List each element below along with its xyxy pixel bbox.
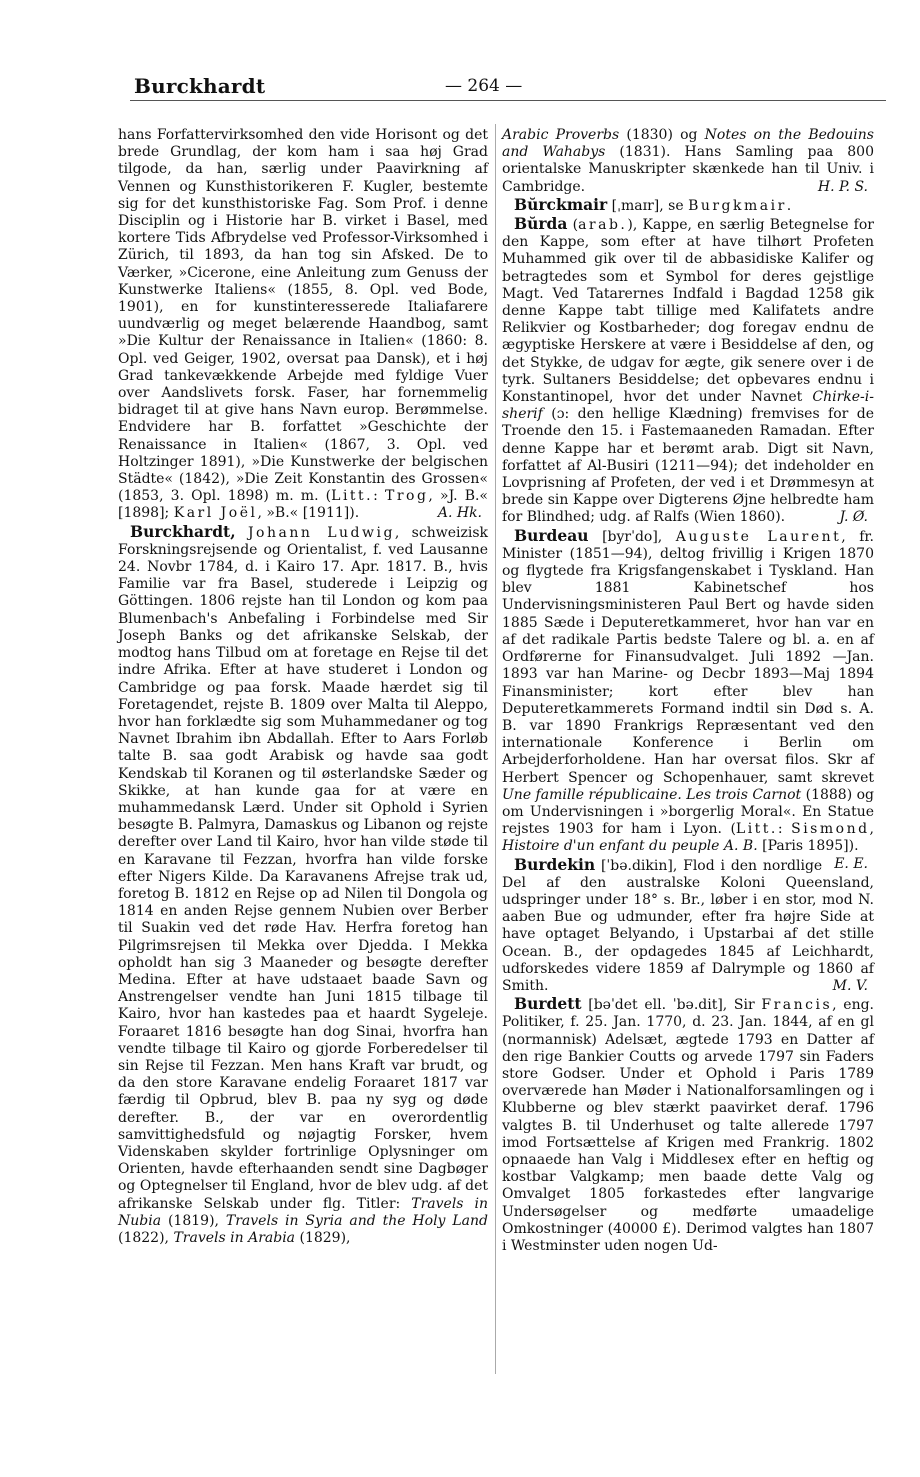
headword: Bŭrckmair [514, 194, 608, 214]
headword: Burdekin [514, 854, 596, 874]
entry-burdett: Burdett [bəˈdet ell. ˈbə.dit], Sir Francis, eng. Politiker, f. 25. Jan. 1770, d. 23. Jan. 1844, af en gl (normannisk) Adelsæt, ægtede 1793 en Datter af den rige Bankier Coutts og arvede 1797 sin Faders store Godser. Under et Ophold i Paris 1789 overværede han Møder i Nationalforsamlingen og i Klubberne og blev stærkt paavirket deraf. 1796 valgtes B. til Underhuset og talte allerede 1797 imod Fortsættelse af Krigen med Frankrig. 1802 opnaaede han Valg i Middlesex efter en heftig og kostbar Valgkamp; men baade dette Valg og Omvalget 1805 forkastedes efter langvarige Undersøgelser og medførte umaadelige Omkostninger (40000 £). Derimod valgtes han 1807 i Westminster uden nogen Ud- [502, 994, 874, 1254]
entry-burckhardt-johann-ludwig: Burckhardt, Johann Ludwig, schweizisk Forskningsrejsende og Orientalist, f. ved Lausanne 24. Novbr 1784, d. i Kairo 17. Apr. 1817. B., hvis Familie var fra Basel, studerede i Leipzig og Göttingen. 1806 rejste han til London og kom paa Blumenbach's Anbefaling i Forbindelse med Sir Joseph Banks og det afrikanske Selskab, der modtog hans Tilbud om at foretage en Rejse til det indre Afrika. Efter at have studeret i London og Cambridge og paa forsk. Maade hærdet sig til Foretagendet, rejste B. 1809 over Malta til Aleppo, hvor han forklædte sig som Muhammedaner og tog Navnet Ibrahim ibn Abdallah. Efter to Aars Forløb talte B. saa godt Arabisk og havde saa godt Kendskab til Koranen og til østerlandske Sæder og Skikke, at han kunde gaa for at være en muhammedansk Lærd. Under sit Ophold i Syrien besøgte B. Palmyra, Damaskus og Libanon og rejste derefter over Land til Kairo, hvor han vilde støde til en Karavane til Fezzan, hvorfra han vilde forske efter Nigers Kilde. Da Karavanens Afrejse trak ud, foretog B. 1812 en Rejse op ad Nilen til Dongola og 1814 en anden Rejse gennem Nubien over Berber til Suakin ved det røde Hav. Herfra foretog han Pilgrimsrejsen til Mekka over Djedda. I Mekka opholdt han sig 3 Maaneder og besøgte derefter Medina. Efter at have udstaaet baade Savn og Anstrengelser vendte han Juni 1815 tilbage til Kairo, hvor han kastedes paa et haardt Sygeleje. Foraaret 1816 besøgte han dog Sinai, hvorfra han vendte tilbage til Kairo og gjorde Forberedelser til sin Rejse til Fezzan. Men hans Kraft var brudt, og da den store Karavane endelig Foraaret 1817 var færdig til Opbrud, blev B. paa ny syg og døde derefter. B., der var en overordentlig samvittighedsfuld og nøjagtig Forsker, hvem Videnskaben skylder fortrinlige Oplysninger om Orienten, havde efterhaanden sendt sine Dagbøger og Optegnelser til England, hvor de blev udg. af det afrikanske Selskab under flg. Titler: Travels in Nubia (1819), Travels in Syria and the Holy Land (1822), Travels in Arabia (1829), [118, 521, 488, 1246]
entry-burckhardt-johann-ludwig-continued: Arabic Proverbs (1830) og Notes on the Bedouins and Wahabys (1831). Hans Samling paa 800 orientalske Manuskripter skænkede han til Univ. i Cambridge. H. P. S. [502, 127, 874, 195]
signature: M. V. [832, 977, 868, 994]
headword: Burdeau [514, 525, 589, 545]
page-number: — 264 — [445, 76, 523, 96]
entry-burckmair: Bŭrckmair [ˌmaɪr], se Burgkmair. [514, 194, 792, 214]
running-head: Burckhardt [134, 74, 266, 98]
signature: J. Ø. [839, 509, 868, 526]
signature: E. E. [834, 855, 868, 872]
entry-burdekin: Burdekin [ˈbə.dikin], Flod i den nordlige Del af den australske Koloni Queensland, udspringer under 18° s. Br., løber i en stor, mod N. aaben Bue og udmunder, efter fra højre Side at have optaget Belyando, i Upstarbai af det stille Ocean. B., der opdagedes 1845 af Leichhardt, udforskedes videre 1859 af Dalrymple og 1860 af Smith. M. V. [502, 854, 874, 994]
header-rule [130, 100, 886, 101]
left-column [118, 127, 488, 1247]
right-column [502, 127, 874, 1255]
entry-burdeau: Burdeau [byrˈdo], Auguste Laurent, fr. Minister (1851—94), deltog frivillig i Krigen 1870 og flygtede fra Krigsfangenskabet i Tyskland. Han blev 1881 Kabinetschef hos Undervisningsministeren Paul Bert og havde siden 1885 Sæde i Deputeretkammeret, hvor han var en af det radikale Partis bedste Talere og bl. a. en af Ordførerne for Finansudvalget. Juli 1892 —Jan. 1893 var han Marine- og Decbr 1893—Maj 1894 Finansminister; kort efter blev han Deputeretkammerets Formand indtil sin Død s. A. B. var 1890 Frankrigs Repræsentant ved den internationale Konference i Berlin om Arbejderforholdene. Han har oversat filos. Skr af Herbert Spencer og Schopenhauer, samt skrevet Une famille républicaine. Les trois Carnot (1888) og om Undervisningen i »borgerlig Moral«. En Statue rejstes 1903 for ham i Lyon. (Litt.: Sismond, Histoire d'un enfant du peuple A. B. [Paris 1895]). E. E. [502, 525, 875, 872]
signature: H. P. S. [817, 178, 868, 195]
headword: Burckhardt, [130, 521, 236, 541]
headword: Bŭrda [514, 214, 568, 234]
signature: A. Hk. [437, 505, 482, 522]
headword: Burdett [514, 994, 582, 1014]
entry-burckhardt-jacob-continued: hans Forfattervirksomhed den vide Horisont og det brede Grundlag, der kom ham i saa høj Grad tilgode, da han, særlig under Paavirkning af Vennen og Kunsthistorikeren F. Kugler, bestemte sig for det kunsthistoriske Fag. Som Prof. i denne Disciplin og i Historie har B. virket i Basel, med kortere Tids Afbrydelse ved Professor-Virksomhed i Zürich, til 1893, da han tog sin Afsked. De to Værker, »Cicerone, eine Anleitung zum Genuss der Kunstwerke Italiens« (1855, 8. Opl. ved Bode, 1901), en for kunstinteresserede Italiafarere uundværlig og meget belærende Haandbog, samt »Die Kultur der Renaissance in Italien« (1860: 8. Opl. ved Geiger, 1902, oversat paa Dansk), et i høj Grad tankevækkende Arbejde med fyldige Vuer over Aandslivets forsk. Faser, har fornemmelig bidraget til at give hans Navn europ. Berømmelse. Endvidere har B. forfattet »Geschichte der Renaissance in Italien« (1867, 3. Opl. ved Holtzinger 1891), »Die Kunstwerke der belgischen Städte« (1842), »Die Zeit Konstantin des Grossen« (1853, 3. Opl. 1898) m. m. (Litt.: Trog, »J. B.« [1898]; Karl Joël, »B.« [1911]). A. Hk. [118, 127, 489, 522]
entry-burda: Bŭrda (arab.), Kappe, en særlig Betegnelse for den Kappe, som efter at have tilhørt Profeten Muhammed gik over til de abbasidiske Kalifer og betragtedes som et Symbol for deres gejstlige Magt. Ved Tatarernes Indfald i Bagdad 1258 gik denne Kappe tabt tillige med Kalifatets andre Relikvier og Kostbarheder; dog foregav endnu de ægyptiske Herskere at være i Besiddelse af den, og det Stykke, de udgav for ægte, gik senere over i de tyrk. Sultaners Besiddelse; det opbevares endnu i Konstantinopel, hvor det under Navnet Chirke-i-sherif (ɔ: den hellige Klædning) fremvises for de Troende den 15. i Fastemaaneden Ramadan. Efter denne Kappe har et berømt arab. Digt sit Navn, forfattet af Al-Busiri (1211—94); det indeholder en Lovprisning af Profeten, der ved i et Drømmesyn at brede sin Kappe over Digterens Øjne helbredte ham for Blindhed; udg. af Ralfs (Wien 1860). J. Ø. [502, 214, 874, 526]
column-divider [495, 124, 496, 1374]
